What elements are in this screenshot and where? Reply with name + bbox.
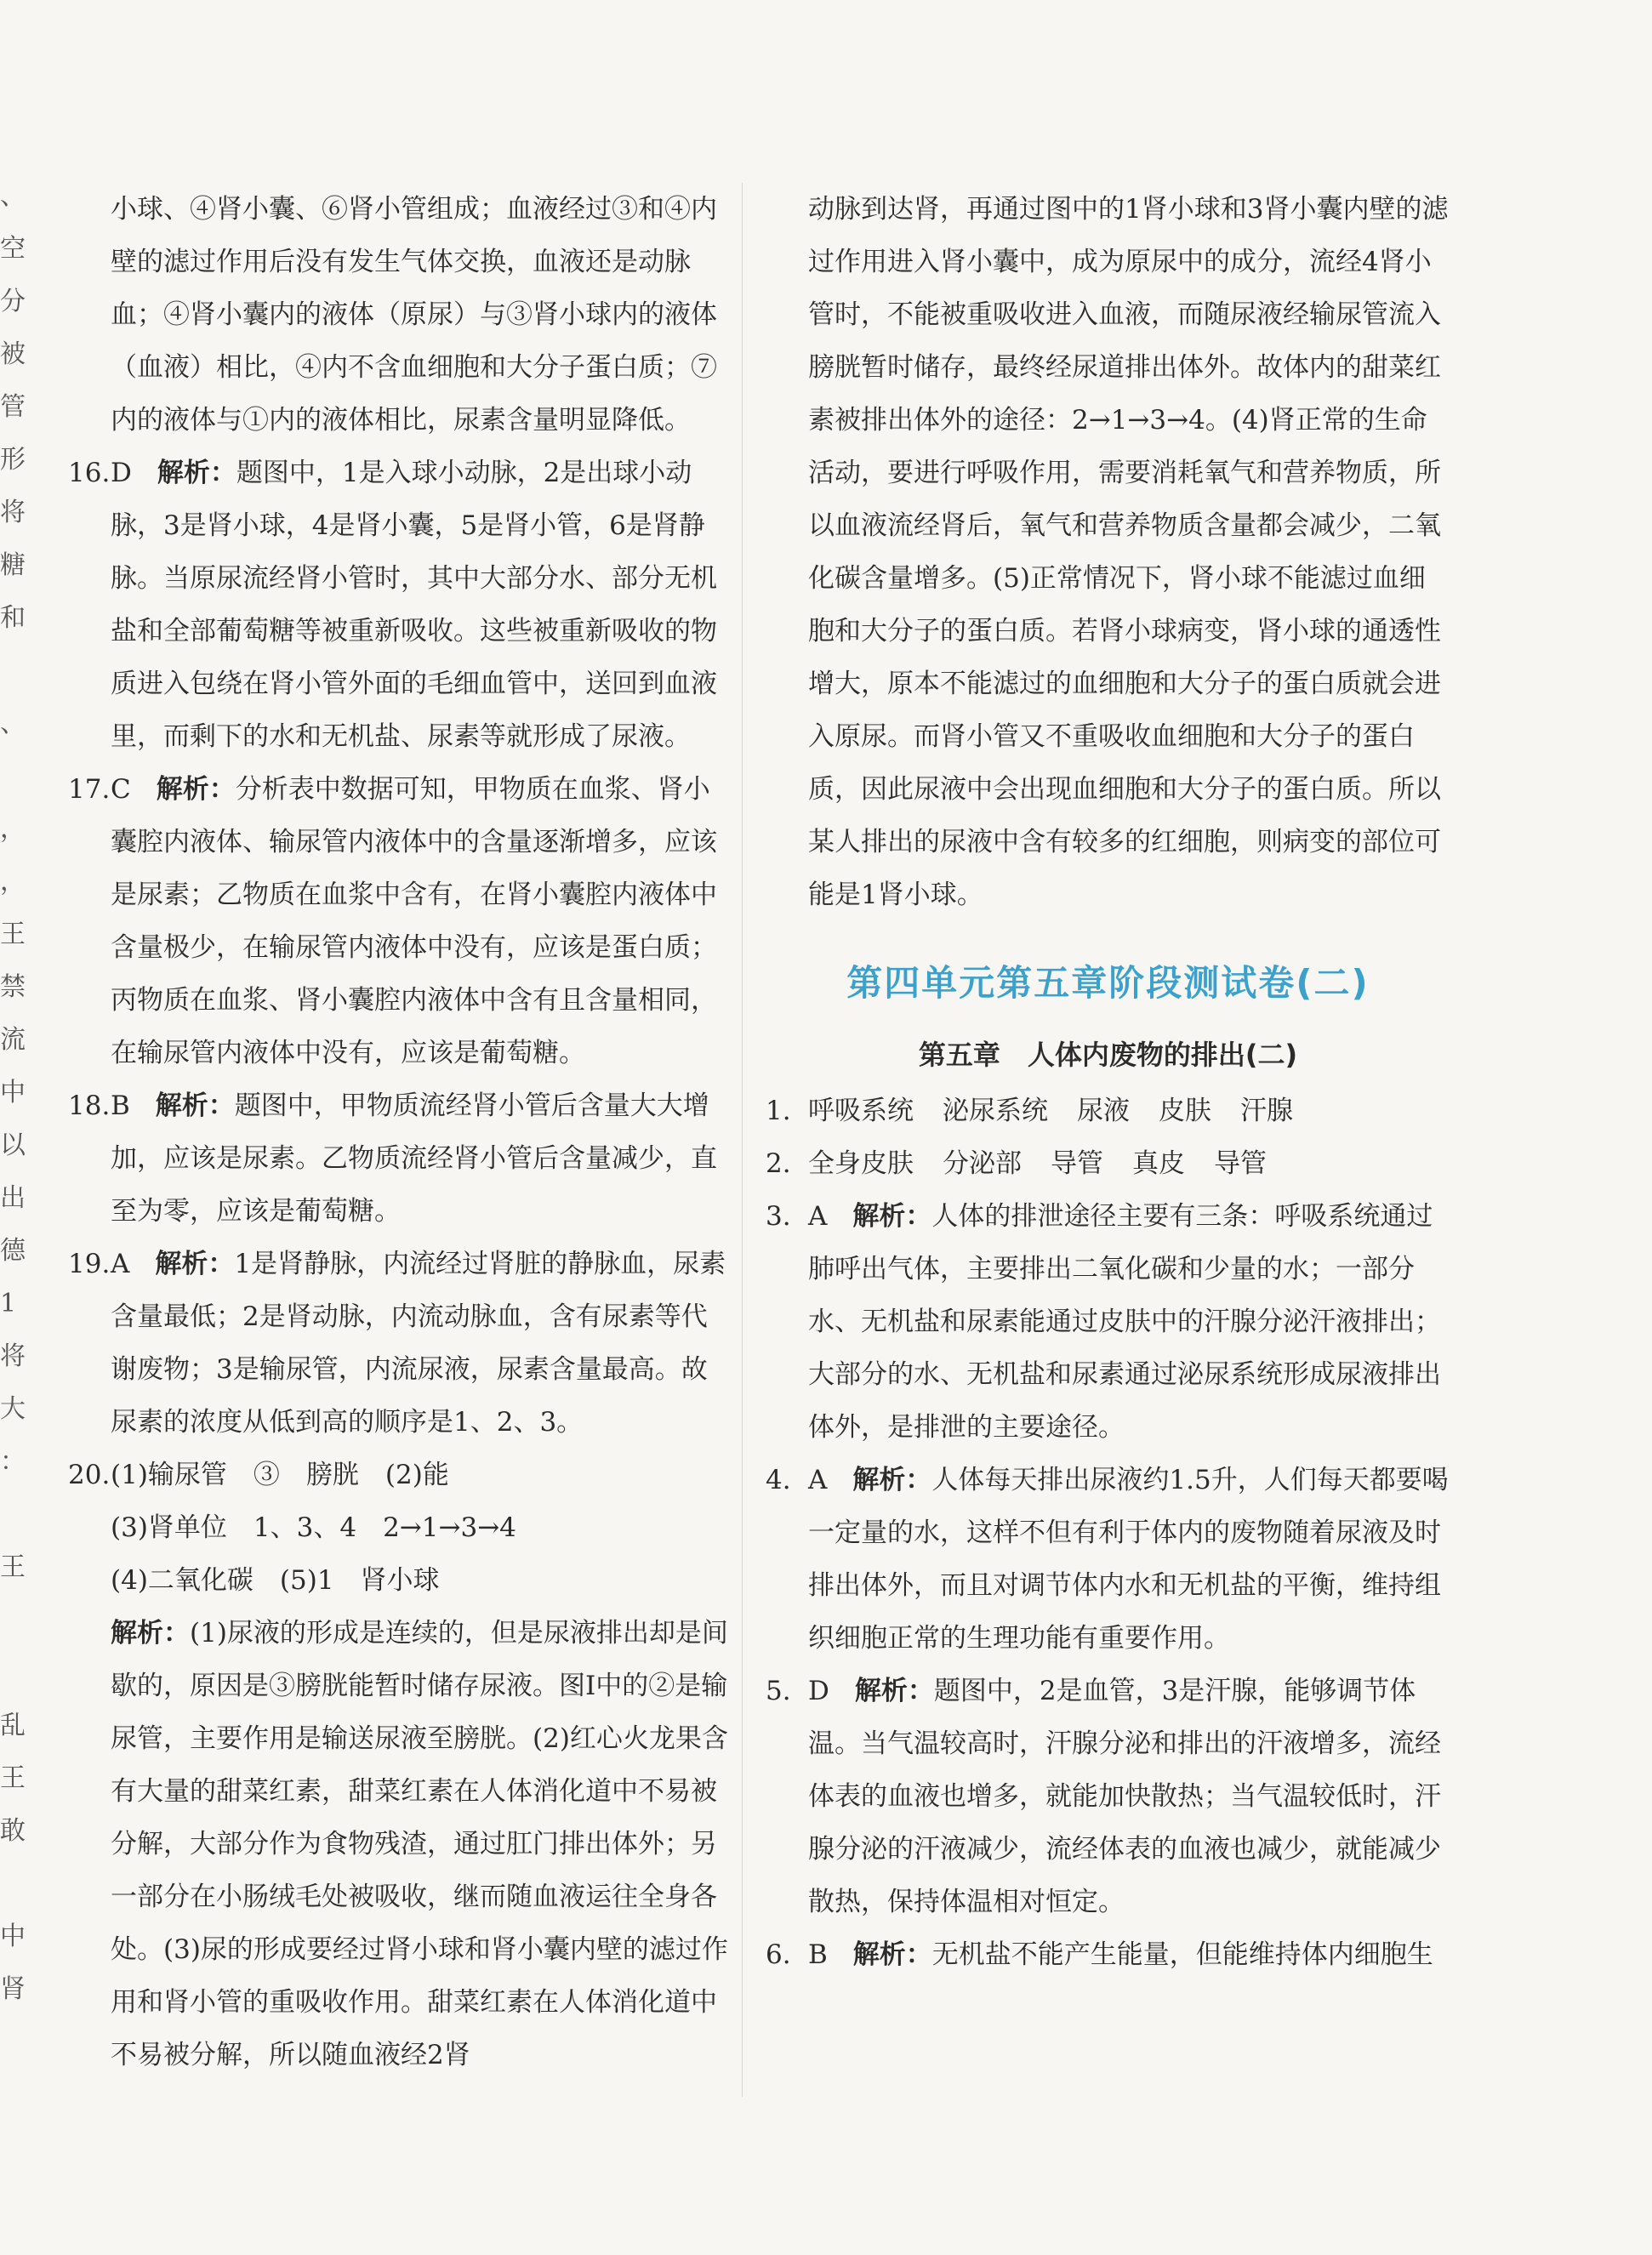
answer-item: 5. D 解析：题图中，2是血管，3是汗腺，能够调节体温。当气温较高时，汗腺分泌和排出的汗液增多，流经体表的血液也增多，就能加快散热；当气温较低时，汗腺分泌的汗液减少，流经体表的血液也减少，就能减少散热，保持体温相对恒定。: [766, 1676, 1441, 1917]
answer-item: 17.C 解析：分析表中数据可知，甲物质在血浆、肾小囊腔内液体、输尿管内液体中的含量逐渐增多，应该是尿素；乙物质在血浆中含有，在肾小囊腔内液体中含量极少，在输尿管内液体中没有，应该是蛋白质；丙物质在血浆、肾小囊腔内液体中含有且含量相同，在输尿管内液体中没有，应该是葡萄糖。: [68, 774, 717, 1068]
unit-title: 第四单元第五章阶段测试卷(二): [846, 962, 1370, 1004]
edge-fragment: [0, 1647, 22, 1700]
edge-fragment: 乱: [0, 1711, 26, 1740]
edge-fragment: ：: [0, 1447, 26, 1477]
edge-fragment: 、: [0, 709, 26, 738]
edge-fragment: 将: [0, 498, 26, 527]
right-column: [766, 183, 1450, 1981]
edge-fragment: ，: [0, 814, 26, 844]
edge-fragment: 敢: [0, 1816, 26, 1846]
edge-fragment: 德: [0, 1236, 26, 1266]
edge-fragment: 王: [0, 920, 26, 949]
edge-fragment: 分: [0, 287, 26, 316]
fill-answer-item: 2. 全身皮肤 分泌部 导管 真皮 导管: [766, 1148, 1267, 1179]
answer-item: 18.B 解析：题图中，甲物质流经肾小管后含量大大增加，应该是尿素。乙物质流经肾小管后含量减少，直至为零，应该是葡萄糖。: [68, 1090, 717, 1227]
edge-fragment: [0, 1489, 22, 1541]
edge-fragment: 出: [0, 1183, 26, 1213]
edge-fragment: 形: [0, 445, 26, 475]
answer-item: 4. A 解析：人体每天排出尿液约1.5升，人们每天都要喝一定量的水，这样不但有利于体内的废物随着尿液及时排出体外，而且对调节体内水和无机盐的平衡，维持组织细胞正常的生理功能有重要作用。: [766, 1465, 1449, 1654]
edge-fragment: 禁: [0, 972, 26, 1002]
edge-fragment: [0, 750, 22, 803]
answer-item: 16.D 解析：题图中，1是入球小动脉，2是出球小动脉，3是肾小球，4是肾小囊，5是肾小管，6是肾静脉。当原尿流经肾小管时，其中大部分水、部分无机盐和全部葡萄糖等被重新吸收。这些被重新吸收的物质进入包绕在肾小管外面的毛细血管中，送回到血液里，而剩下的水和无机盐、尿素等就形成了尿液。: [68, 458, 717, 752]
edge-fragment: 被: [0, 339, 26, 369]
edge-fragment: 糖: [0, 550, 26, 580]
answer-item: 3. A 解析：人体的排泄途径主要有三条：呼吸系统通过肺呼出气体，主要排出二氧化碳和少量的水；一部分水、无机盐和尿素能通过皮肤中的汗腺分泌汗液排出；大部分的水、无机盐和尿素通过泌尿系统形成尿液排出体外，是排泄的主要途径。: [766, 1201, 1441, 1443]
edge-fragment: 将: [0, 1341, 26, 1371]
edge-fragment: [0, 1858, 22, 1910]
edge-fragment: 以: [0, 1130, 26, 1160]
previous-page-edge-text: [0, 170, 26, 2212]
continuation-paragraph: 小球、④肾小囊、⑥肾小管组成；血液经过③和④内壁的滤过作用后没有发生气体交换，血液还是动脉血；④肾小囊内的液体（原尿）与③肾小球内的液体（血液）相比，④内不含血细胞和大分子蛋白质；⑦内的液体与①内的液体相比，尿素含量明显降低。: [111, 194, 717, 436]
edge-fragment: 1: [0, 1289, 17, 1318]
answer-item-20: 20.(1)输尿管 ③ 膀胱 (2)能: [68, 1460, 449, 1490]
answer-item: 19.A 解析：1是肾静脉，内流经过肾脏的静脉血，尿素含量最低；2是肾动脉，内流动脉血，含有尿素等代谢废物；3是输尿管，内流尿液，尿素含量最高。故尿素的浓度从低到高的顺序是1、2、3。: [68, 1249, 726, 1438]
edge-fragment: 和: [0, 603, 26, 633]
answer-20-line: (3)肾单位 1、3、4 2→1→3→4: [111, 1512, 516, 1543]
column-divider: [742, 183, 743, 2097]
edge-fragment: 肾: [0, 1974, 26, 2004]
edge-fragment: [0, 645, 22, 698]
left-column: [68, 183, 732, 2081]
answer-20-explanation: 解析：(1)尿液的形成是连续的，但是尿液排出却是间歇的，原因是③膀胱能暂时储存尿液。图Ⅰ中的②是输尿管，主要作用是输送尿液至膀胱。(2)红心火龙果含有大量的甜菜红素，甜菜红素在人体消化道中不易被分解，大部分作为食物残渣，通过肛门排出体外；另一部分在小肠绒毛处被吸收，继而随血液运往全身各处。(3)尿的形成要经过肾小球和肾小囊内壁的滤过作用和肾小管的重吸收作用。甜菜红素在人体消化道中不易被分解，所以随血液经2肾: [111, 1618, 728, 2070]
chapter-title: 第五章 人体内废物的排出(二): [918, 1039, 1298, 1071]
edge-fragment: [0, 1594, 22, 1647]
answer-20-line: (4)二氧化碳 (5)1 肾小球: [111, 1565, 440, 1596]
edge-fragment: 、: [0, 181, 26, 211]
edge-fragment: 大: [0, 1394, 26, 1424]
continuation-paragraph: 动脉到达肾，再通过图中的1肾小球和3肾小囊内壁的滤过作用进入肾小囊中，成为原尿中的成分，流经4肾小管时，不能被重吸收进入血液，而随尿液经输尿管流入膀胱暂时储存，最终经尿道排出体外。故体内的甜菜红素被排出体外的途径：2→1→3→4。(4)肾正常的生命活动，要进行呼吸作用，需要消耗氧气和营养物质，所以血液流经肾后，氧气和营养物质含量都会减少，二氧化碳含量增多。(5)正常情况下，肾小球不能滤过血细胞和大分子的蛋白质。若肾小球病变，肾小球的通透性增大，原本不能滤过的血细胞和大分子的蛋白质就会进入原尿。而肾小管又不重吸收血细胞和大分子的蛋白质，因此尿液中会出现血细胞和大分子的蛋白质。所以某人排出的尿液中含有较多的红细胞，则病变的部位可能是1肾小球。: [808, 194, 1449, 910]
edge-fragment: 王: [0, 1763, 26, 1793]
edge-fragment: 中: [0, 1078, 26, 1108]
edge-fragment: ，: [0, 867, 26, 897]
edge-fragment: 管: [0, 392, 26, 422]
edge-fragment: 空: [0, 234, 26, 264]
edge-fragment: 流: [0, 1025, 26, 1055]
fill-answer-item: 1. 呼吸系统 泌尿系统 尿液 皮肤 汗腺: [766, 1096, 1293, 1126]
edge-fragment: 中: [0, 1922, 26, 1951]
edge-fragment: 王: [0, 1552, 26, 1582]
answer-item: 6. B 解析：无机盐不能产生能量，但能维持体内细胞生: [766, 1939, 1433, 1970]
